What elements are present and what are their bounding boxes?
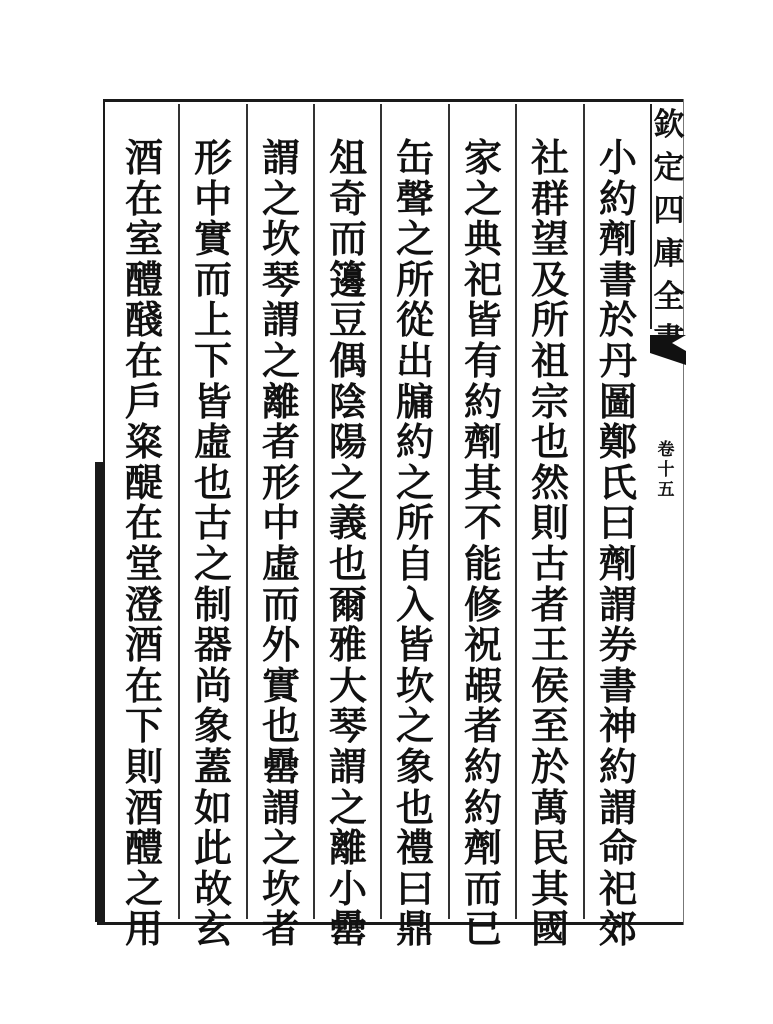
- text-column-2: [519, 135, 581, 952]
- text-character: 小: [328, 865, 367, 911]
- text-character: 也: [328, 540, 367, 586]
- text-character: 陽: [328, 419, 367, 465]
- text-character: 在: [124, 662, 163, 708]
- text-character: 離: [328, 825, 367, 871]
- text-character: 爾: [328, 581, 367, 627]
- text-character: 家: [463, 135, 502, 180]
- text-character: 謂: [261, 135, 300, 180]
- text-character: 入: [395, 581, 434, 627]
- bottom-border-rule: [97, 922, 683, 925]
- text-character: 之: [395, 216, 434, 262]
- text-character: 俎: [328, 135, 367, 180]
- text-character: 之: [193, 540, 232, 586]
- text-character: 玄: [193, 906, 232, 952]
- text-character: 下: [193, 337, 232, 383]
- text-character: 所: [530, 297, 569, 343]
- text-character: 粢: [124, 419, 163, 465]
- text-character: 也: [193, 459, 232, 505]
- text-character: 約: [463, 378, 502, 424]
- volume-character: 十: [657, 460, 675, 480]
- title-character: 全: [653, 279, 685, 315]
- text-character: 古: [530, 540, 569, 586]
- text-character: 嘏: [463, 662, 502, 708]
- text-character: 之: [395, 459, 434, 505]
- text-character: 而: [463, 865, 502, 911]
- text-character: 虛: [261, 540, 300, 586]
- text-character: 尚: [193, 662, 232, 708]
- text-character: 萬: [530, 784, 569, 830]
- text-character: 曰: [395, 865, 434, 911]
- text-character: 於: [598, 297, 637, 343]
- text-character: 望: [530, 216, 569, 262]
- text-character: 形: [261, 459, 300, 505]
- text-character: 能: [463, 540, 502, 586]
- text-character: 形: [193, 135, 232, 180]
- text-character: 者: [463, 703, 502, 749]
- text-character: 民: [530, 825, 569, 871]
- text-character: 丹: [598, 337, 637, 383]
- text-column-8: [113, 135, 175, 952]
- text-character: 其: [463, 459, 502, 505]
- text-character: 然: [530, 459, 569, 505]
- column-divider: [515, 104, 517, 919]
- text-character: 從: [395, 297, 434, 343]
- text-character: 象: [193, 703, 232, 749]
- text-character: 約: [598, 175, 637, 221]
- column-divider: [313, 104, 315, 919]
- text-character: 至: [530, 703, 569, 749]
- text-character: 有: [463, 337, 502, 383]
- text-character: 酒: [124, 622, 163, 668]
- text-character: 義: [328, 500, 367, 546]
- text-character: 雅: [328, 622, 367, 668]
- top-border-rule: [103, 99, 683, 102]
- text-character: 酒: [124, 784, 163, 830]
- text-character: 祝: [463, 622, 502, 668]
- text-character: 之: [328, 784, 367, 830]
- text-character: 鼎: [395, 906, 434, 952]
- text-character: 則: [530, 500, 569, 546]
- text-character: 也: [261, 703, 300, 749]
- text-character: 象: [395, 743, 434, 789]
- column-divider: [380, 104, 382, 919]
- text-character: 之: [261, 337, 300, 383]
- text-character: 而: [261, 581, 300, 627]
- text-character: 命: [598, 825, 637, 871]
- text-character: 小: [598, 135, 637, 180]
- fishtail-mark-icon: [650, 333, 686, 367]
- text-character: 器: [193, 622, 232, 668]
- text-character: 曰: [598, 500, 637, 546]
- text-character: 神: [598, 703, 637, 749]
- text-character: 劑: [463, 825, 502, 871]
- text-character: 國: [530, 906, 569, 952]
- text-character: 之: [261, 825, 300, 871]
- text-character: 而: [193, 256, 232, 302]
- text-character: 大: [328, 662, 367, 708]
- text-character: 蓋: [193, 743, 232, 789]
- text-character: 聲: [395, 175, 434, 221]
- text-character: 之: [261, 175, 300, 221]
- left-thick-border: [95, 462, 103, 922]
- text-character: 罍: [261, 743, 300, 789]
- text-column-4: [384, 135, 446, 952]
- title-character: 欽: [653, 107, 685, 143]
- text-character: 外: [261, 622, 300, 668]
- text-character: 所: [395, 256, 434, 302]
- text-column-5: [317, 135, 379, 952]
- text-column-6: [250, 135, 312, 952]
- text-character: 劑: [463, 419, 502, 465]
- text-character: 祀: [598, 865, 637, 911]
- text-character: 謂: [261, 297, 300, 343]
- text-character: 自: [395, 540, 434, 586]
- text-character: 虛: [193, 419, 232, 465]
- text-character: 社: [530, 135, 569, 180]
- text-character: 在: [124, 500, 163, 546]
- text-character: 醍: [124, 459, 163, 505]
- book-title: [651, 104, 687, 362]
- text-character: 者: [261, 419, 300, 465]
- text-character: 而: [328, 216, 367, 262]
- text-character: 之: [124, 865, 163, 911]
- column-divider: [246, 104, 248, 919]
- text-character: 此: [193, 825, 232, 871]
- text-character: 謂: [598, 581, 637, 627]
- text-character: 書: [598, 662, 637, 708]
- text-character: 坎: [261, 865, 300, 911]
- text-character: 如: [193, 784, 232, 830]
- column-divider: [448, 104, 450, 919]
- text-character: 侯: [530, 662, 569, 708]
- text-character: 戶: [124, 378, 163, 424]
- text-character: 用: [124, 906, 163, 952]
- text-character: 祀: [463, 256, 502, 302]
- text-character: 琴: [261, 256, 300, 302]
- text-character: 奇: [328, 175, 367, 221]
- text-character: 在: [124, 175, 163, 221]
- text-column-1: [587, 135, 649, 952]
- text-character: 中: [193, 175, 232, 221]
- text-character: 圖: [598, 378, 637, 424]
- text-character: 者: [530, 581, 569, 627]
- text-character: 堂: [124, 540, 163, 586]
- text-character: 實: [193, 216, 232, 262]
- text-character: 約: [463, 743, 502, 789]
- volume-label: [654, 440, 678, 500]
- text-character: 皆: [463, 297, 502, 343]
- text-character: 謂: [328, 743, 367, 789]
- text-character: 及: [530, 256, 569, 302]
- text-character: 故: [193, 865, 232, 911]
- title-character: 四: [653, 193, 685, 229]
- text-character: 其: [530, 865, 569, 911]
- text-character: 約: [463, 784, 502, 830]
- text-character: 之: [395, 703, 434, 749]
- text-character: 劑: [598, 216, 637, 262]
- text-character: 上: [193, 297, 232, 343]
- text-character: 皆: [395, 622, 434, 668]
- text-character: 於: [530, 743, 569, 789]
- text-character: 牖: [395, 378, 434, 424]
- text-character: 郊: [598, 906, 637, 952]
- text-character: 也: [530, 419, 569, 465]
- text-character: 醴: [124, 256, 163, 302]
- text-character: 宗: [530, 378, 569, 424]
- text-character: 酒: [124, 135, 163, 180]
- title-character: 庫: [653, 236, 685, 272]
- text-character: 王: [530, 622, 569, 668]
- text-character: 約: [395, 419, 434, 465]
- text-character: 不: [463, 500, 502, 546]
- text-character: 室: [124, 216, 163, 262]
- text-character: 書: [598, 256, 637, 302]
- text-character: 坎: [261, 216, 300, 262]
- text-character: 在: [124, 337, 163, 383]
- text-character: 制: [193, 581, 232, 627]
- text-character: 陰: [328, 378, 367, 424]
- text-character: 醴: [124, 825, 163, 871]
- text-character: 券: [598, 622, 637, 668]
- text-character: 琴: [328, 703, 367, 749]
- title-character: 定: [653, 150, 685, 186]
- text-character: 禮: [395, 825, 434, 871]
- text-character: 則: [124, 743, 163, 789]
- text-character: 修: [463, 581, 502, 627]
- text-character: 中: [261, 500, 300, 546]
- text-character: 籩: [328, 256, 367, 302]
- text-character: 謂: [261, 784, 300, 830]
- text-character: 典: [463, 216, 502, 262]
- text-character: 罍: [328, 906, 367, 952]
- text-character: 所: [395, 500, 434, 546]
- text-character: 也: [395, 784, 434, 830]
- text-character: 醆: [124, 297, 163, 343]
- left-border-rule: [103, 99, 105, 922]
- volume-character: 卷: [657, 440, 675, 460]
- text-column-3: [452, 135, 514, 952]
- text-character: 祖: [530, 337, 569, 383]
- text-character: 出: [395, 337, 434, 383]
- text-character: 坎: [395, 662, 434, 708]
- text-character: 皆: [193, 378, 232, 424]
- text-character: 約: [598, 743, 637, 789]
- text-character: 之: [463, 175, 502, 221]
- text-character: 下: [124, 703, 163, 749]
- text-character: 之: [328, 459, 367, 505]
- text-character: 鄭: [598, 419, 637, 465]
- text-character: 氏: [598, 459, 637, 505]
- text-character: 偶: [328, 337, 367, 383]
- text-character: 劑: [598, 540, 637, 586]
- text-character: 離: [261, 378, 300, 424]
- column-divider: [583, 104, 585, 919]
- text-character: 豆: [328, 297, 367, 343]
- text-column-7: [182, 135, 244, 952]
- text-character: 已: [463, 906, 502, 952]
- text-character: 實: [261, 662, 300, 708]
- text-character: 謂: [598, 784, 637, 830]
- text-character: 缶: [395, 135, 434, 180]
- text-character: 者: [261, 906, 300, 952]
- volume-character: 五: [657, 480, 675, 500]
- column-divider: [178, 104, 180, 919]
- text-character: 澄: [124, 581, 163, 627]
- text-character: 古: [193, 500, 232, 546]
- text-character: 群: [530, 175, 569, 221]
